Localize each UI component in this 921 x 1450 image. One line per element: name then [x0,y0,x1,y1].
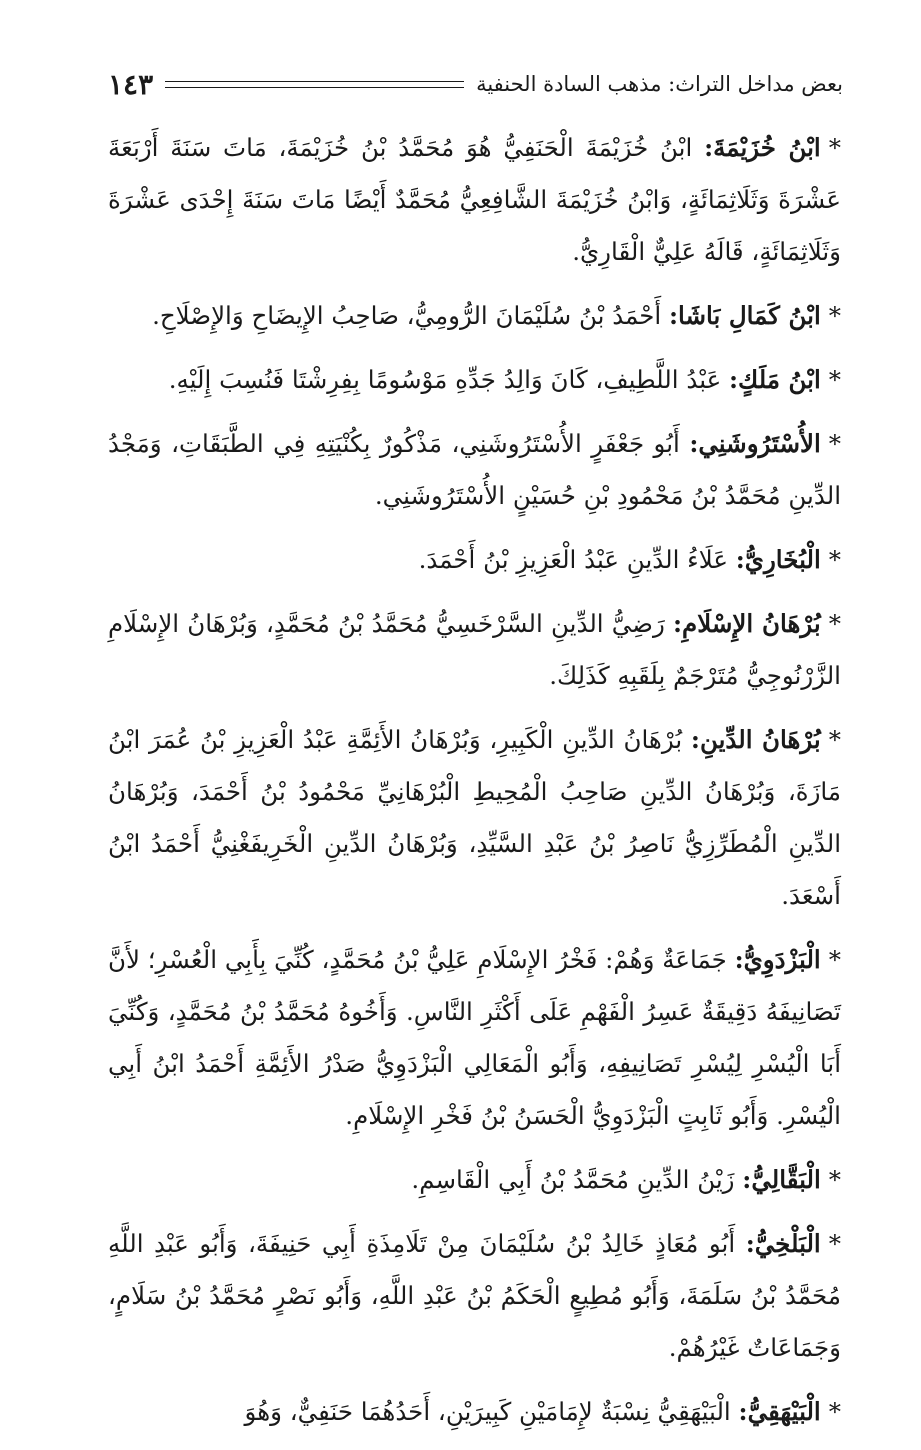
entry-text: زَيْنُ الدِّينِ مُحَمَّدُ بْنُ أَبِي الْقَاسِمِ. [411,1165,735,1194]
entry-burhan-al-din [108,714,841,922]
entry-star: * [828,133,841,162]
entry-star: * [828,301,841,330]
entry-term: بُرْهَانُ الإِسْلَامِ: [672,609,821,638]
entry-star: * [828,945,841,974]
entry-bukhari [108,534,841,586]
page-header [108,62,843,106]
entry-term: الأُسْتَرُوشَنِي: [689,429,821,458]
entry-text: أَحْمَدُ بْنُ سُلَيْمَانَ الرُّومِيُّ، صَاحِبُ الإِيضَاحِ وَالإِصْلَاحِ. [152,301,662,330]
entry-term: الْبَزْدَوِيُّ: [734,945,821,974]
entry-burhan-al-islam [108,598,841,702]
entry-astarushani [108,418,841,522]
entry-term: بُرْهَانُ الدِّينِ: [690,725,821,754]
entry-term: الْبَيْهَقِيُّ: [738,1397,821,1426]
page-body [108,122,841,1450]
entry-star: * [828,1397,841,1426]
entry-star: * [828,545,841,574]
entry-text: أَبُو مُعَاذٍ خَالِدُ بْنُ سُلَيْمَانَ مِنْ تَلَامِذَةِ أَبِي حَنِيفَةَ، وَأَبُو عَبْدِ اللَّهِ مُحَمَّدُ بْنُ سَلَمَةَ، وَأَبُو مُطِيعٍ الْحَكَمُ بْنُ عَبْدِ اللَّهِ، وَأَبُو نَصْرٍ مُحَمَّدُ بْنُ سَلَامٍ، وَجَمَاعَاتٌ غَيْرُهُمْ. [108,1229,841,1362]
running-title: بعض مداخل التراث: مذهب السادة الحنفية [476,72,843,96]
entry-text: ابْنُ خُزَيْمَةَ الْحَنَفِيُّ هُوَ مُحَمَّدُ بْنُ خُزَيْمَةَ، مَاتَ سَنَةَ أَرْبَعَةَ عَشْرَةَ وَثَلَاثِمَائَةٍ، وَابْنُ خُزَيْمَةَ الشَّافِعِيُّ مُحَمَّدٌ أَيْضًا مَاتَ سَنَةَ إِحْدَى عَشْرَةَ وَثَلَاثِمَائَةٍ، قَالَهُ عَلِيٌّ الْقَارِيُّ. [108,133,841,266]
entry-bayhaqi [108,1386,841,1438]
entry-term: ابْنُ مَلَكٍ: [729,365,821,394]
entry-text: عَبْدُ اللَّطِيفِ، كَانَ وَالِدُ جَدِّهِ مَوْسُومًا بِفِرِشْتَا فَنُسِبَ إِلَيْهِ. [168,365,722,394]
page-number: ١٤٣ [108,67,154,101]
entry-star: * [828,365,841,394]
entry-text: رَضِيُّ الدِّينِ السَّرْخَسِيُّ مُحَمَّدُ بْنُ مُحَمَّدٍ، وَبُرْهَانُ الإِسْلَامِ الزَّرْنُوجِيُّ مُتَرْجَمٌ بِلَقَبِهِ كَذَلِكَ. [108,609,841,690]
entry-bazdawi [108,934,841,1142]
entry-term: الْبُخَارِيُّ: [735,545,821,574]
entry-ibn-khuzayma [108,122,841,278]
entry-star: * [828,1229,841,1258]
entry-text: أَبُو جَعْفَرٍ الأُسْتَرُوشَنِي، مَذْكُورٌ بِكُنْيَتِهِ فِي الطَّبَقَاتِ، وَمَجْدُ الدِّينِ مُحَمَّدُ بْنُ مَحْمُودِ بْنِ حُسَيْنٍ الأُسْتَرُوشَنِي. [108,429,841,510]
entry-text: بُرْهَانُ الدِّينِ الْكَبِيرِ، وَبُرْهَانُ الأَئِمَّةِ عَبْدُ الْعَزِيزِ بْنُ عُمَرَ ابْنُ مَازَةَ، وَبُرْهَانُ الدِّينِ صَاحِبُ الْمُحِيطِ الْبُرْهَانِيِّ مَحْمُودُ بْنُ أَحْمَدَ، وَبُرْهَانُ الدِّينِ الْمُطَرِّزِيُّ نَاصِرُ بْنُ عَبْدِ السَّيِّدِ، وَبُرْهَانُ الدِّينِ الْخَرِيفَغْنِيُّ أَحْمَدُ ابْنُ أَسْعَدَ. [108,725,841,910]
entry-ibn-malak [108,354,841,406]
entry-star: * [828,429,841,458]
entry-star: * [828,725,841,754]
entry-balkhi [108,1218,841,1374]
entry-term: ابْنُ كَمَالِ بَاشَا: [669,301,821,330]
entry-term: الْبَلْخِيُّ: [745,1229,821,1258]
entry-term: ابْنُ خُزَيْمَةَ: [704,133,821,162]
header-rule [165,81,464,88]
entry-ibn-kamal-basha [108,290,841,342]
entry-baqqali [108,1154,841,1206]
entry-star: * [828,1165,841,1194]
entry-text: عَلَاءُ الدِّينِ عَبْدُ الْعَزِيزِ بْنُ أَحْمَدَ. [418,545,728,574]
entry-term: الْبَقَّالِيُّ: [742,1165,821,1194]
entry-text: جَمَاعَةٌ وَهُمْ: فَخْرُ الإِسْلَامِ عَلِيُّ بْنُ مُحَمَّدٍ، كُنِّيَ بِأَبِي الْعُسْرِ؛ لأَنَّ تَصَانِيفَهُ دَقِيقَةٌ عَسِرُ الْفَهْمِ عَلَى أَكْثَرِ النَّاسِ. وَأَخُوهُ مُحَمَّدُ بْنُ مُحَمَّدٍ، وَكُنِّيَ أَبَا الْيُسْرِ لِيُسْرِ تَصَانِيفِهِ، وَأَبُو الْمَعَالِي الْبَزْدَوِيُّ صَدْرُ الأَئِمَّةِ أَحْمَدُ ابْنُ أَبِي الْيُسْرِ. وَأَبُو ثَابِتٍ الْبَزْدَوِيُّ الْحَسَنُ بْنُ فَخْرِ الإِسْلَامِ. [108,945,841,1130]
entry-text: الْبَيْهَقِيُّ نِسْبَةٌ لإِمَامَيْنِ كَبِيرَيْنِ، أَحَدُهُمَا حَنَفِيٌّ، وَهُوَ [244,1397,731,1426]
entry-star: * [828,609,841,638]
